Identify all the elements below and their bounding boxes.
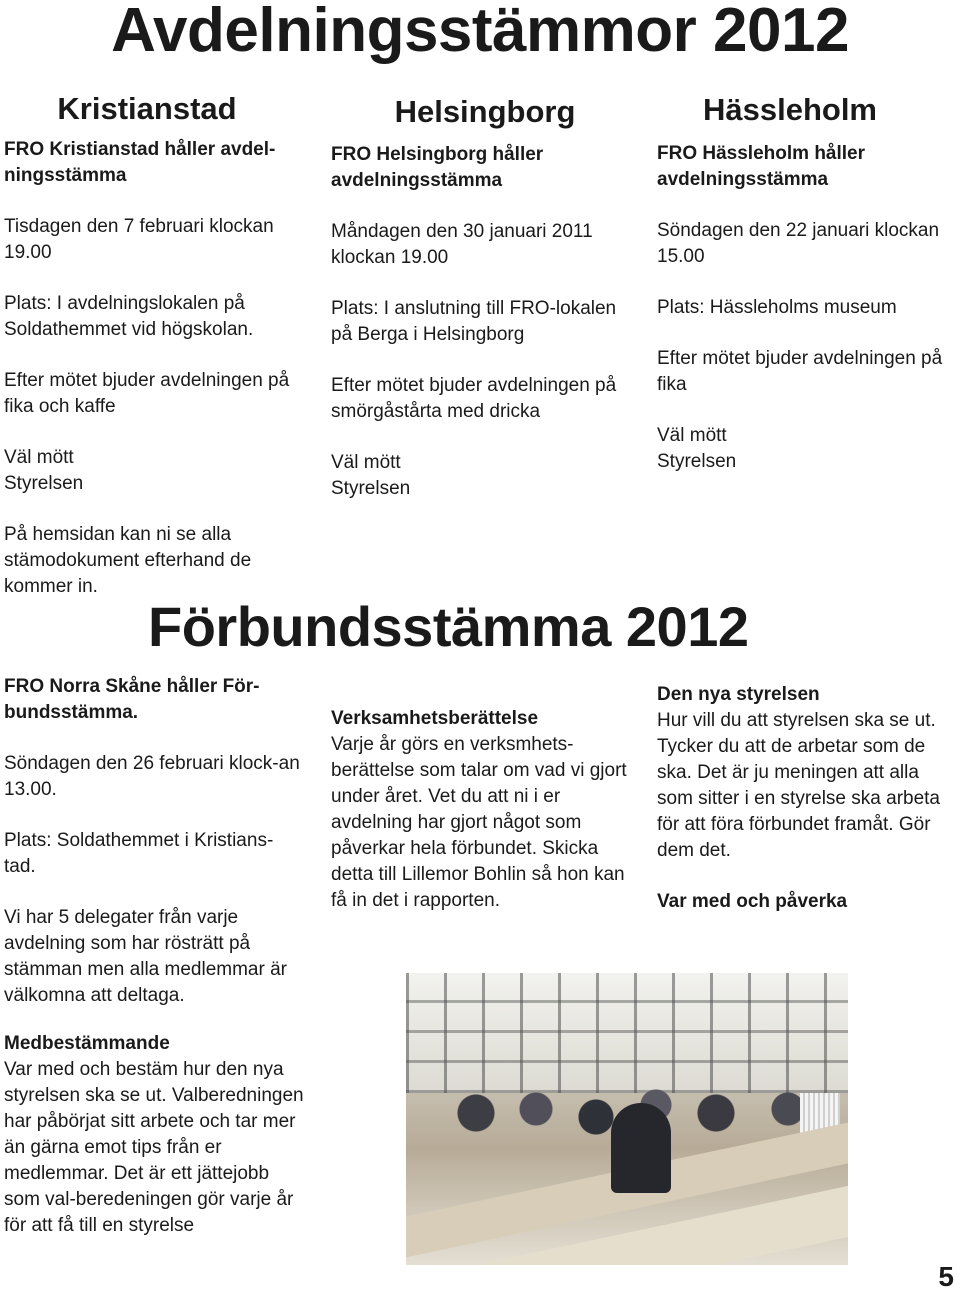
kristianstad-welcome: Väl mött [4,447,74,468]
kristianstad-place: Plats: I avdelningslokalen på Soldathemmet vid högskolan. [4,293,254,340]
helsingborg-place: Plats: I anslutning till FRO-lokalen på Berga i Helsingborg [331,298,617,345]
meeting-photo [406,973,848,1265]
styrelsen-footer: Var med och påverka [657,891,848,912]
kristianstad-title: Kristianstad [57,91,237,126]
hassleholm-title: Hässleholm [702,92,877,127]
medbestammande-block [4,1031,309,1239]
photo-woman [611,1103,671,1193]
forbund-heading: FRO Norra Skåne håller För-bundsstämma. [4,676,260,723]
helsingborg-heading: FRO Helsingborg håller avdelningsstämma [331,144,544,191]
helsingborg-signed: Styrelsen [331,478,411,499]
section-title: Förbundsstämma 2012 [148,595,749,658]
kristianstad-signed: Styrelsen [4,473,84,494]
website-note: På hemsidan kan ni se alla stämodokument efterhand de kommer in. [4,524,252,597]
verksamhet-heading: Verksamhetsberättelse [331,708,539,729]
hassleholm-place: Plats: Hässleholms museum [657,297,897,318]
medbestammande-heading: Medbestämmande [4,1033,170,1054]
verksamhet-body: Varje år görs en verksmhets-berättelse som talar om vad vi gjort under året. Vet du att ni i er avdelning har gjort något som påverkar hela förbundet. Skicka detta till Lillemor Bohlin så hon kan få in det i rapporten. [331,734,627,911]
forbund-delegates: Vi har 5 delegater från varje avdelning som har rösträtt på stämman men alla medlemmar är välkomna att deltaga. [4,907,287,1006]
helsingborg-after: Efter mötet bjuder avdelningen på smörgåstårta med dricka [331,375,617,422]
forbund-place: Plats: Soldathemmet i Kristians-tad. [4,830,274,877]
hassleholm-signed: Styrelsen [657,451,737,472]
hassleholm-block [657,141,957,475]
helsingborg-date: Måndagen den 30 januari 2011 klockan 19.00 [331,221,593,268]
page-title: Avdelningsstämmor 2012 [111,0,849,65]
forbund-date: Söndagen den 26 februari klock-an 13.00. [4,753,300,800]
page-number: 5 [938,1261,954,1292]
hassleholm-welcome: Väl mött [657,425,727,446]
kristianstad-date: Tisdagen den 7 februari klockan 19.00 [4,216,274,263]
kristianstad-block [4,137,309,600]
hassleholm-heading: FRO Hässleholm håller avdelningsstämma [657,143,866,190]
verksamhet-block [331,706,631,914]
helsingborg-block [331,142,631,502]
hassleholm-after: Efter mötet bjuder avdelningen på fika [657,348,943,395]
styrelsen-block [657,682,960,915]
styrelsen-body: Hur vill du att styrelsen ska se ut. Tycker du att de arbetar som de ska. Det är ju meningen att alla som sitter i en styrelse ska arbeta för att föra förbundet framåt. Gör dem det. [657,710,940,861]
styrelsen-heading: Den nya styrelsen [657,684,820,705]
hassleholm-date: Söndagen den 22 januari klockan 15.00 [657,220,940,267]
helsingborg-welcome: Väl mött [331,452,401,473]
kristianstad-heading: FRO Kristianstad håller avdel-ningsstämma [4,139,276,186]
kristianstad-after: Efter mötet bjuder avdelningen på fika och kaffe [4,370,290,417]
medbestammande-body: Var med och bestäm hur den nya styrelsen ska se ut. Valberedningen har påbörjat sitt arbete och tar mer än gärna emot tips från er medlemmar. Det är ett jättejobb som val-beredeningen gör varje år för att få till en styrelse [4,1059,304,1236]
helsingborg-title: Helsingborg [394,94,576,129]
forbund-block [4,674,304,1009]
